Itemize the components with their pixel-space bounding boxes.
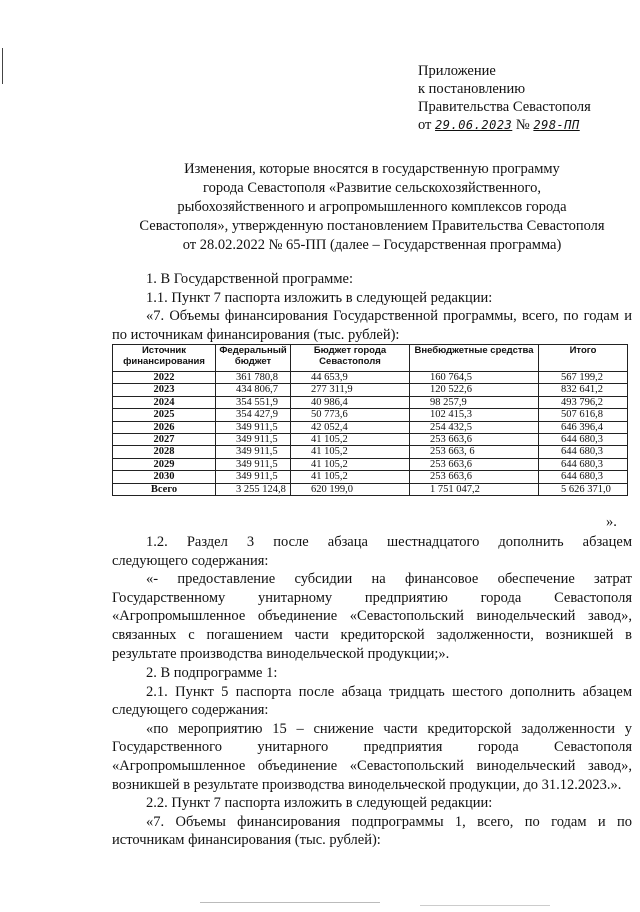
appendix-line-2: к постановлению xyxy=(418,81,526,97)
section-1-block xyxy=(112,270,632,344)
col-header-city: Бюджет города Севастополя xyxy=(291,345,410,372)
section-2-1-heading: 2.1. Пункт 5 паспорта после абзаца тридцать шестого дополнить абзацем следующего содержания: xyxy=(112,683,632,719)
title-line-4: Севастополя», утвержденную постановлением Правительства Севастополя xyxy=(139,218,605,234)
cell-offbudget: 98 257,9 xyxy=(410,396,539,408)
cell-total: 5 626 371,0 xyxy=(539,483,628,495)
cell-city: 41 105,2 xyxy=(291,458,410,470)
number-prefix: № xyxy=(515,117,530,133)
section-1-1-quote: «7. Объемы финансирования Государственной программы, всего, по годам и по источникам финансирования (тыс. рублей): xyxy=(112,308,632,343)
title-line-2: города Севастополя «Развитие сельскохозяйственного, xyxy=(203,180,541,196)
cell-city: 41 105,2 xyxy=(291,471,410,483)
section-1-2-quote: «- предоставление субсидии на финансовое обеспечение затрат Государственному унитарному предприятию города Севастополя «Агропромышленное объединение «Севастопольский винодельческий завод», связанных с погашением части кредиторской задолженности, возникшей в результате производства винодельческой продукции;». xyxy=(112,571,632,662)
cell-offbudget: 102 415,3 xyxy=(410,409,539,421)
cell-year: 2026 xyxy=(113,421,216,433)
cell-offbudget: 120 522,6 xyxy=(410,384,539,396)
cell-offbudget: 1 751 047,2 xyxy=(410,483,539,495)
appendix-line-1: Приложение xyxy=(418,63,496,79)
title-line-5: от 28.02.2022 № 65-ПП (далее – Государственная программа) xyxy=(182,237,562,253)
cell-total: 644 680,3 xyxy=(539,471,628,483)
appendix-block xyxy=(418,62,591,134)
col-header-source: Источник финансирования xyxy=(113,345,216,372)
financing-table xyxy=(112,344,628,496)
cell-total: 644 680,3 xyxy=(539,446,628,458)
table-row xyxy=(113,384,628,396)
handwritten-number: 298-ПП xyxy=(533,118,580,132)
table-body xyxy=(113,372,628,496)
cell-offbudget: 254 432,5 xyxy=(410,421,539,433)
cell-federal: 349 911,5 xyxy=(216,421,291,433)
table-row xyxy=(113,434,628,446)
table-row xyxy=(113,446,628,458)
cell-federal: 349 911,5 xyxy=(216,458,291,470)
cell-federal: 349 911,5 xyxy=(216,471,291,483)
table-row xyxy=(113,409,628,421)
handwritten-date: 29.06.2023 xyxy=(435,118,513,132)
cell-federal: 354 551,9 xyxy=(216,396,291,408)
cell-federal: 354 427,9 xyxy=(216,409,291,421)
cell-city: 42 052,4 xyxy=(291,421,410,433)
cell-offbudget: 253 663,6 xyxy=(410,471,539,483)
col-header-offbudget: Внебюджетные средства xyxy=(410,345,539,372)
document-title xyxy=(112,160,632,255)
col-header-total: Итого xyxy=(539,345,628,372)
cell-city: 277 311,9 xyxy=(291,384,410,396)
cell-total: 493 796,2 xyxy=(539,396,628,408)
cell-total: 507 616,8 xyxy=(539,409,628,421)
cell-year: 2025 xyxy=(113,409,216,421)
title-line-1: Изменения, которые вносятся в государственную программу xyxy=(184,161,560,177)
section-2-heading: 2. В подпрограмме 1: xyxy=(146,665,278,681)
col-header-federal: Федеральный бюджет xyxy=(216,345,291,372)
section-2-block xyxy=(112,664,632,850)
cell-total: 644 680,3 xyxy=(539,434,628,446)
section-2-2-quote: «7. Объемы финансирования подпрограммы 1, всего, по годам и по источникам финансирования (тыс. рублей): xyxy=(112,813,632,849)
cell-offbudget: 253 663,6 xyxy=(410,458,539,470)
table-total-row xyxy=(113,483,628,495)
cell-federal: 349 911,5 xyxy=(216,446,291,458)
cell-year: 2027 xyxy=(113,434,216,446)
section-1-heading: 1. В Государственной программе: xyxy=(146,271,353,287)
table-row xyxy=(113,372,628,384)
cell-city: 40 986,4 xyxy=(291,396,410,408)
section-1-2-line-2: следующего содержания: xyxy=(112,552,269,569)
scan-artifact-line xyxy=(420,905,550,906)
table-row xyxy=(113,471,628,483)
cell-year: 2024 xyxy=(113,396,216,408)
cell-federal: 361 780,8 xyxy=(216,372,291,384)
cell-city: 44 653,9 xyxy=(291,372,410,384)
cell-year: 2028 xyxy=(113,446,216,458)
cell-city: 41 105,2 xyxy=(291,434,410,446)
cell-year: 2022 xyxy=(113,372,216,384)
title-line-3: рыбохозяйственного и агропромышленного комплексов города xyxy=(177,199,567,215)
section-2-2-heading: 2.2. Пункт 7 паспорта изложить в следующей редакции: xyxy=(146,795,493,812)
appendix-line-3: Правительства Севастополя xyxy=(418,99,591,115)
appendix-date-line xyxy=(418,116,591,134)
cell-federal: 434 806,7 xyxy=(216,384,291,396)
cell-city: 41 105,2 xyxy=(291,446,410,458)
section-2-1-quote: «по мероприятию 15 – снижение части кредиторской задолженности у Государственного унитарного предприятия города Севастополя «Агропромышленное объединение «Севастопольский винодельческий завод», возникшей в результате производства винодельческой продукции, до 31.12.2023.». xyxy=(112,720,632,793)
cell-year: 2029 xyxy=(113,458,216,470)
cell-offbudget: 253 663, 6 xyxy=(410,446,539,458)
cell-offbudget: 160 764,5 xyxy=(410,372,539,384)
cell-federal: 3 255 124,8 xyxy=(216,483,291,495)
cell-total: 832 641,2 xyxy=(539,384,628,396)
table-row xyxy=(113,458,628,470)
section-1-2-block xyxy=(112,533,632,663)
cell-total: 646 396,4 xyxy=(539,421,628,433)
scan-artifact-line xyxy=(200,902,380,903)
margin-mark xyxy=(2,48,3,84)
cell-total: 567 199,2 xyxy=(539,372,628,384)
section-1-2-line-1: 1.2. Раздел 3 после абзаца шестнадцатого дополнить абзацем xyxy=(146,534,632,550)
cell-offbudget: 253 663,6 xyxy=(410,434,539,446)
date-prefix: от xyxy=(418,117,432,133)
cell-federal: 349 911,5 xyxy=(216,434,291,446)
cell-city: 50 773,6 xyxy=(291,409,410,421)
cell-city: 620 199,0 xyxy=(291,483,410,495)
table-row xyxy=(113,396,628,408)
cell-total: 644 680,3 xyxy=(539,458,628,470)
table-end-quote: ». xyxy=(606,514,617,530)
cell-year: 2023 xyxy=(113,384,216,396)
cell-total-label: Всего xyxy=(113,483,216,495)
section-1-1-heading: 1.1. Пункт 7 паспорта изложить в следующей редакции: xyxy=(146,289,493,306)
cell-year: 2030 xyxy=(113,471,216,483)
table-row xyxy=(113,421,628,433)
table-header-row xyxy=(113,345,628,372)
